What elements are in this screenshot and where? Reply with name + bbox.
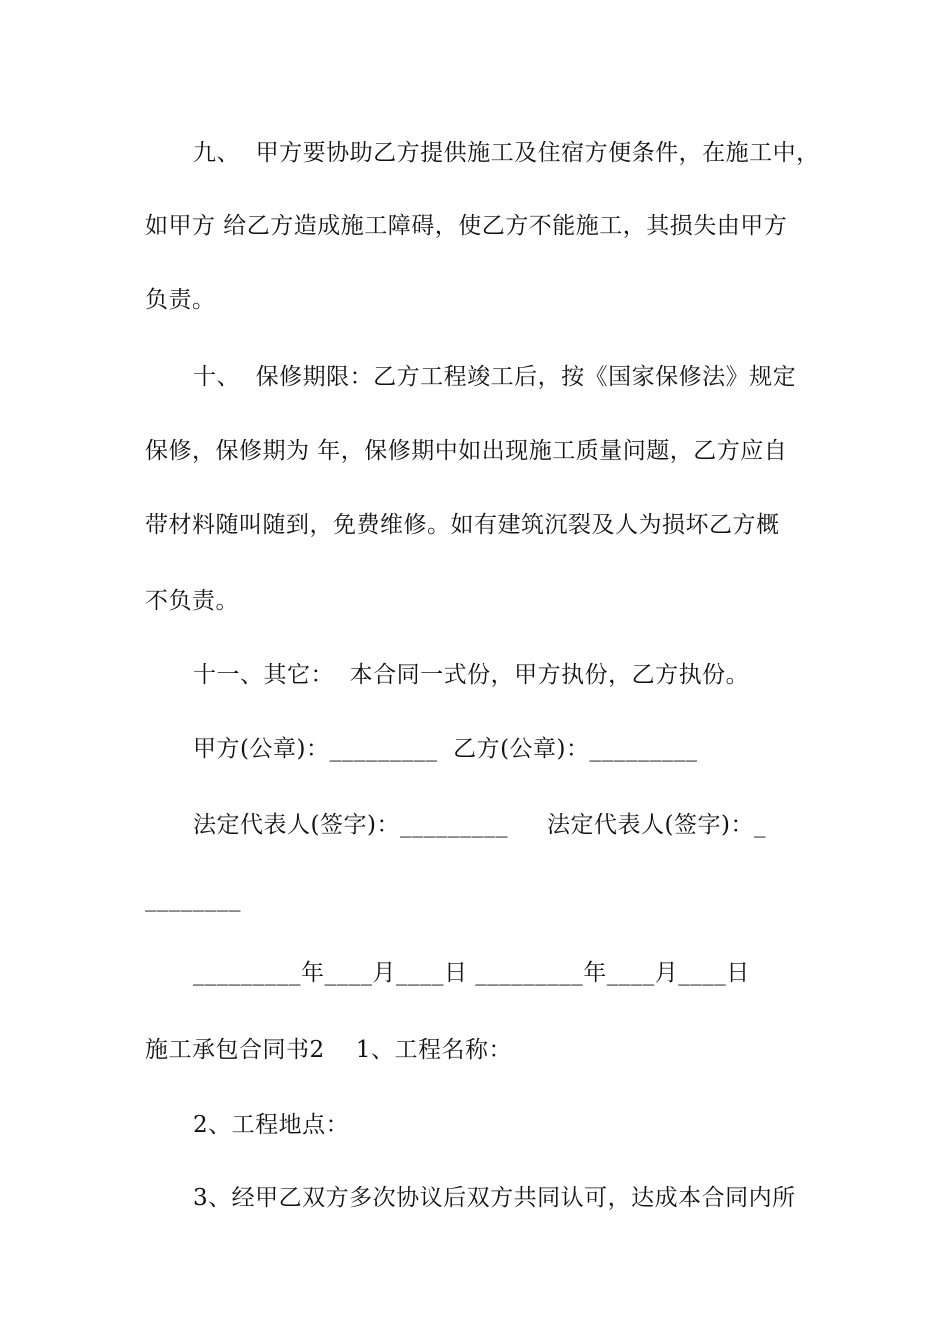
- clause-10-line-3: 带材料随叫随到，免费维修。如有建筑沉裂及人为损坏乙方概: [145, 512, 780, 538]
- clause-11-line: 十一、其它： 本合同一式份，甲方执份，乙方执份。: [193, 662, 750, 688]
- clause-10-line-1: 十、 保修期限：乙方工程竣工后，按《国家保修法》规定: [193, 364, 797, 390]
- date-line: _________年____月____日 _________年____月____日: [193, 960, 750, 986]
- signature-line-continued: ________: [145, 886, 241, 912]
- clause-10-line-4: 不负责。: [145, 588, 239, 614]
- clause-9-line-3: 负责。: [145, 287, 216, 313]
- contract-2-heading: 施工承包合同书2 1、工程名称：: [145, 1037, 513, 1063]
- clause-10-line-2: 保修，保修期为 年，保修期中如出现施工质量问题，乙方应自: [145, 438, 788, 464]
- project-location-line: 2、工程地点：: [193, 1112, 350, 1138]
- agreement-line: 3、经甲乙双方多次协议后双方共同认可，达成本合同内所: [193, 1185, 796, 1211]
- seal-line: 甲方(公章)：_________ 乙方(公章)：_________: [193, 736, 698, 762]
- signature-line: 法定代表人(签字)：_________ 法定代表人(签字)：_: [193, 812, 766, 838]
- clause-9-line-2: 如甲方 给乙方造成施工障碍，使乙方不能施工，其损失由甲方: [145, 213, 788, 239]
- clause-9-line-1: 九、 甲方要协助乙方提供施工及住宿方便条件，在施工中，: [193, 140, 820, 166]
